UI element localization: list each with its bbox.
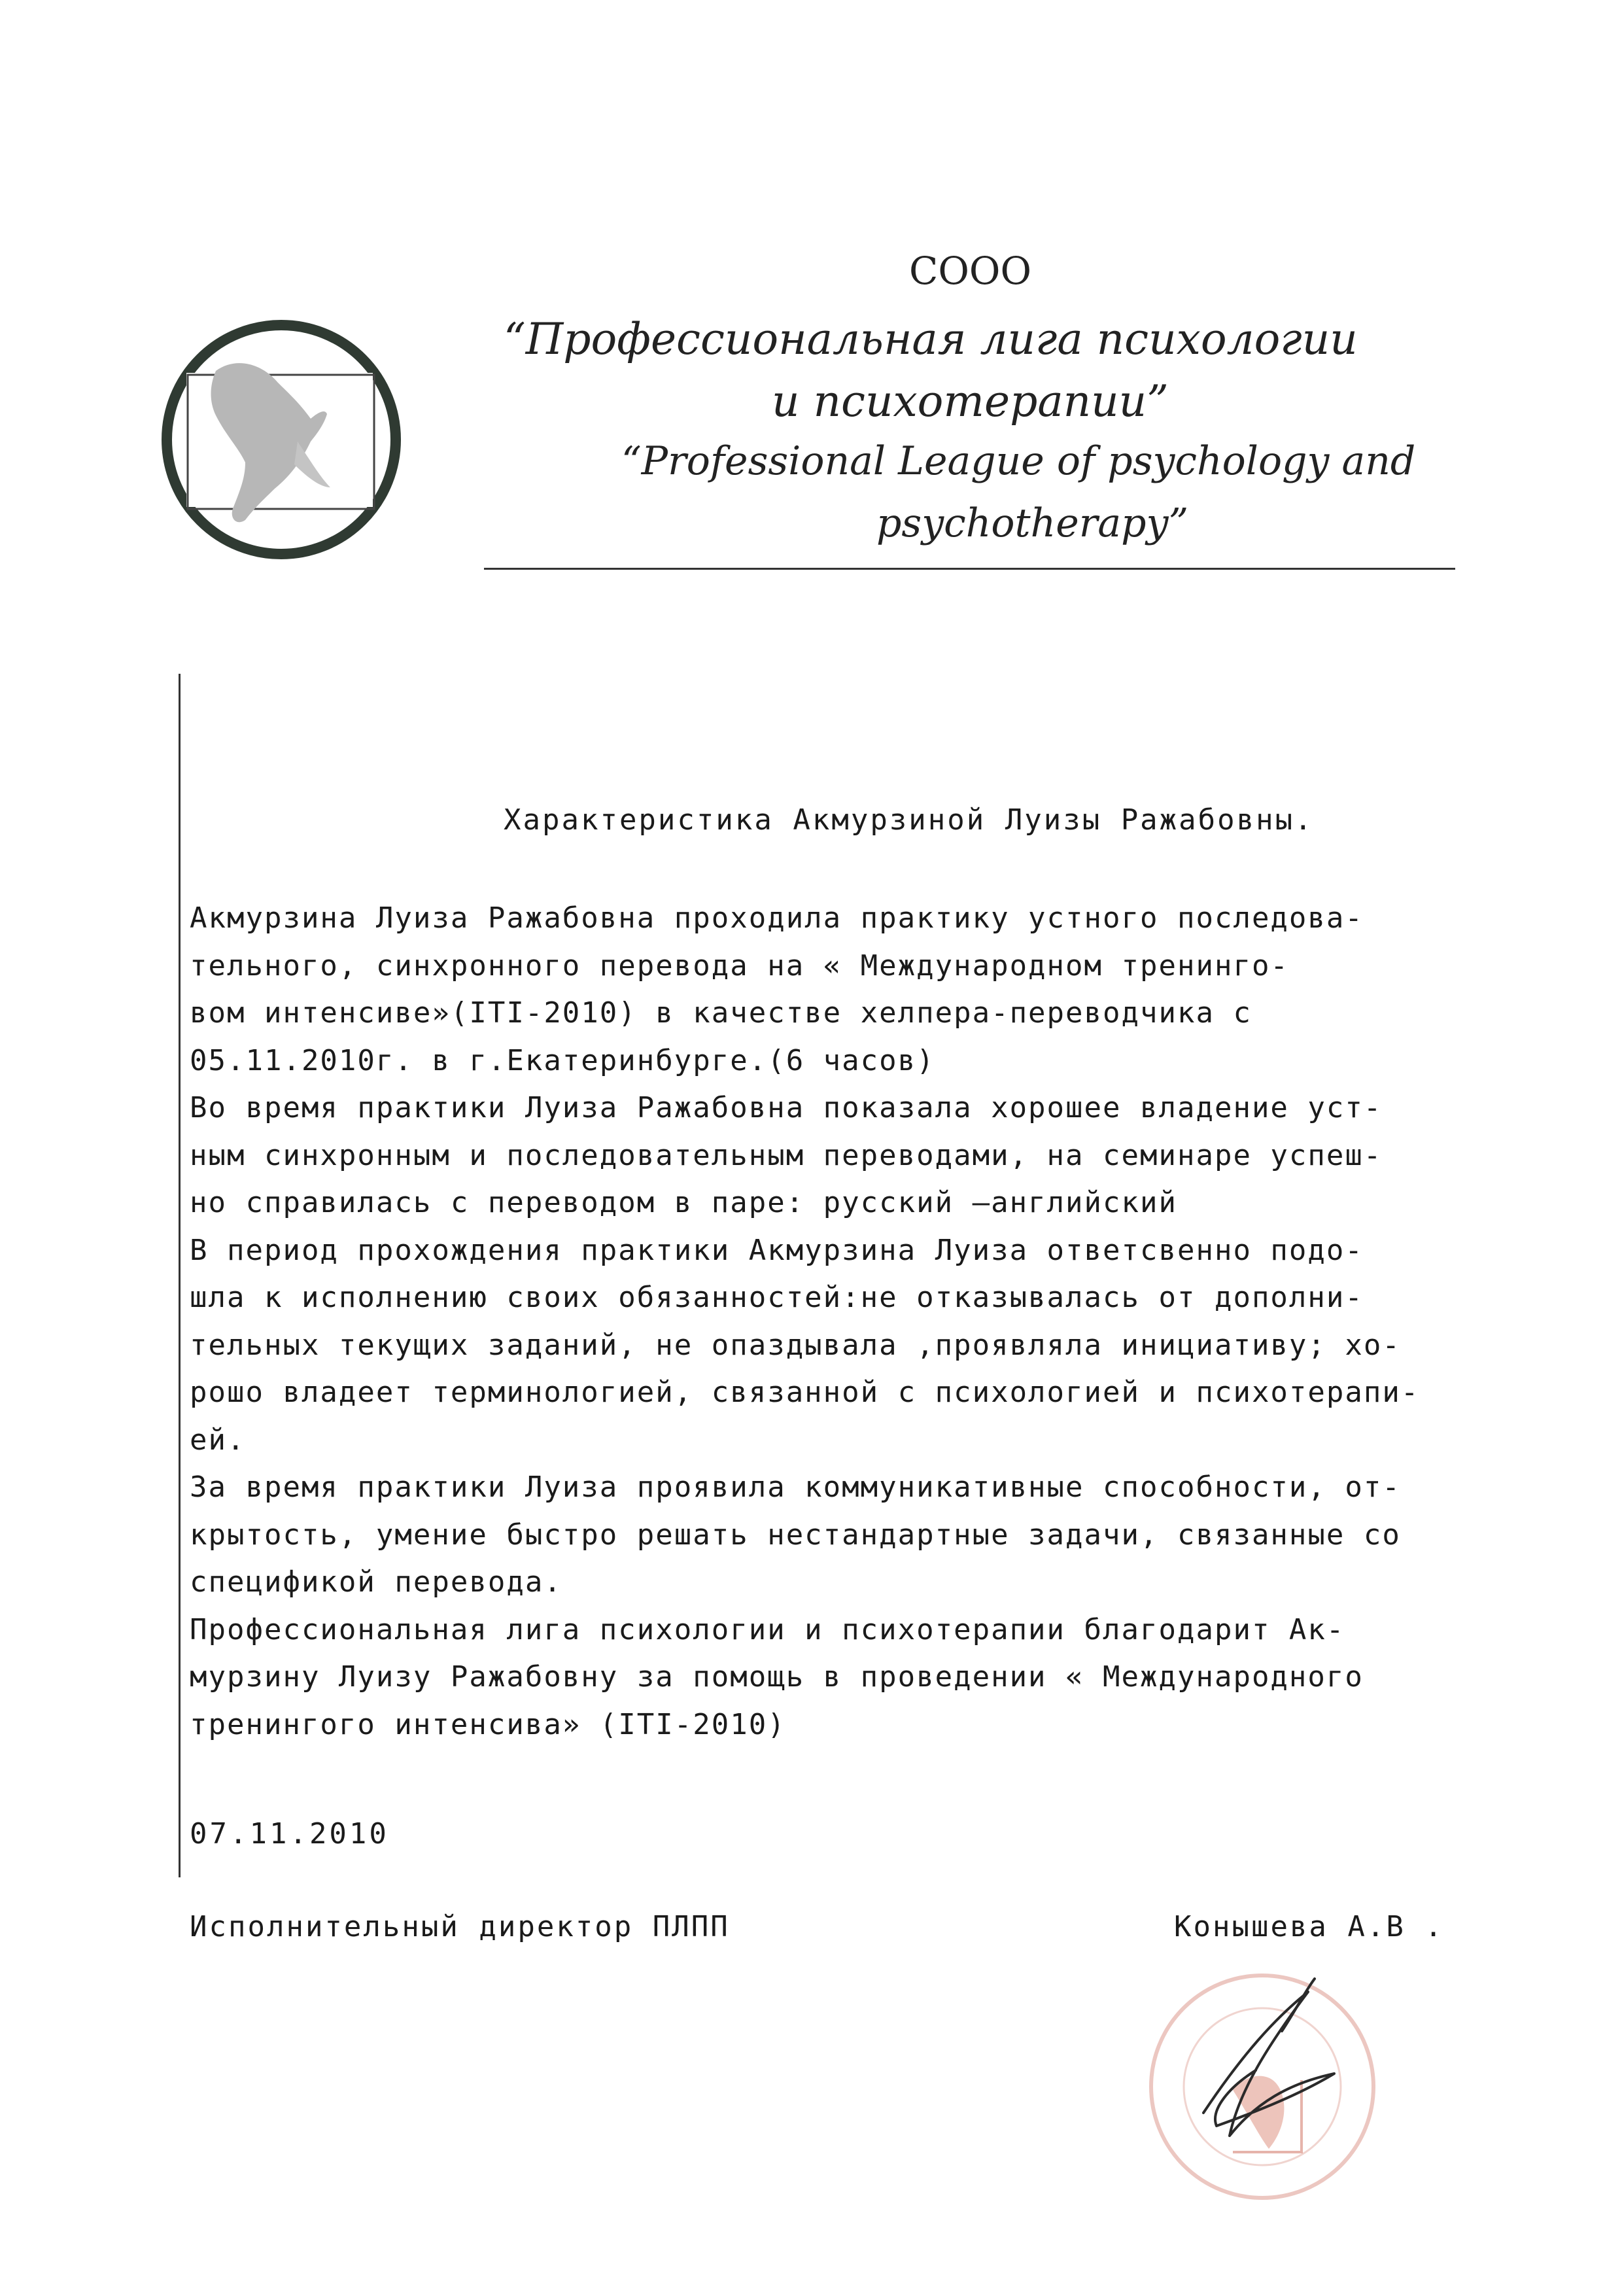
- body-line: шла к исполнению своих обязанностей:не отказывалась от дополни-: [190, 1281, 1364, 1314]
- body-line: Во время практики Луиза Ражабовна показала хорошее владение уст-: [190, 1091, 1383, 1124]
- org-name-ru-line-2: и психотерапии”: [772, 376, 1169, 426]
- header-divider: [484, 568, 1455, 570]
- body-line: ным синхронным и последовательным переводами, на семинаре успеш-: [190, 1138, 1383, 1172]
- org-abbreviation: СООО: [909, 249, 1032, 293]
- signer-title: Исполнительный директор ПЛПП: [190, 1910, 730, 1943]
- body-line: тренингого интенсива» (ITI-2010): [190, 1707, 786, 1741]
- org-name-en-line-1: “Professional League of psychology and: [621, 438, 1416, 484]
- body-line: Акмурзина Луиза Ражабовна проходила практику устного последова-: [190, 901, 1364, 935]
- body-line: крытость, умение быстро решать нестандартные задачи, связанные со: [190, 1518, 1401, 1552]
- body-line: вом интенсиве»(ITI-2010) в качестве хелпера-переводчика с: [190, 996, 1252, 1030]
- body-line: Профессиональная лига психологии и психотерапии благодарит Ак-: [190, 1612, 1345, 1646]
- body-line: 05.11.2010г. в г.Екатеринбурге.(6 часов): [190, 1043, 935, 1077]
- body-line: рошо владеет терминологией, связанной с психологией и психотерапи-: [190, 1376, 1420, 1409]
- org-name-ru-line-1: “Профессиональная лига психологии: [504, 314, 1358, 364]
- body-line: спецификой перевода.: [190, 1565, 562, 1599]
- left-margin-line: [179, 674, 181, 1877]
- document-body: [190, 895, 1494, 1748]
- body-line: тельных текущих заданий, не опаздывала ,проявляла инициативу; хо-: [190, 1328, 1401, 1362]
- body-line: ей.: [190, 1423, 246, 1457]
- org-name-en-line-2: psychotherapy”: [876, 500, 1189, 546]
- stamp-signature-icon: [1105, 1939, 1406, 2221]
- document-title: Характеристика Акмурзиной Луизы Ражабовны.: [504, 803, 1314, 837]
- body-line: В период прохождения практики Акмурзина Луиза ответсвенно подо-: [190, 1233, 1364, 1267]
- body-line: мурзину Луизу Ражабовну за помощь в проведении « Международного: [190, 1660, 1364, 1694]
- body-line: тельного, синхронного перевода на « Международном тренинго-: [190, 948, 1289, 983]
- body-line: За время практики Луиза проявила коммуникативные способности, от-: [190, 1470, 1401, 1504]
- bird-in-circle-logo-icon: [147, 311, 415, 569]
- document-date: 07.11.2010: [190, 1817, 389, 1851]
- body-line: но справилась с переводом в паре: русский –английский: [190, 1186, 1177, 1219]
- signer-name: Конышева А.В .: [1174, 1910, 1444, 1943]
